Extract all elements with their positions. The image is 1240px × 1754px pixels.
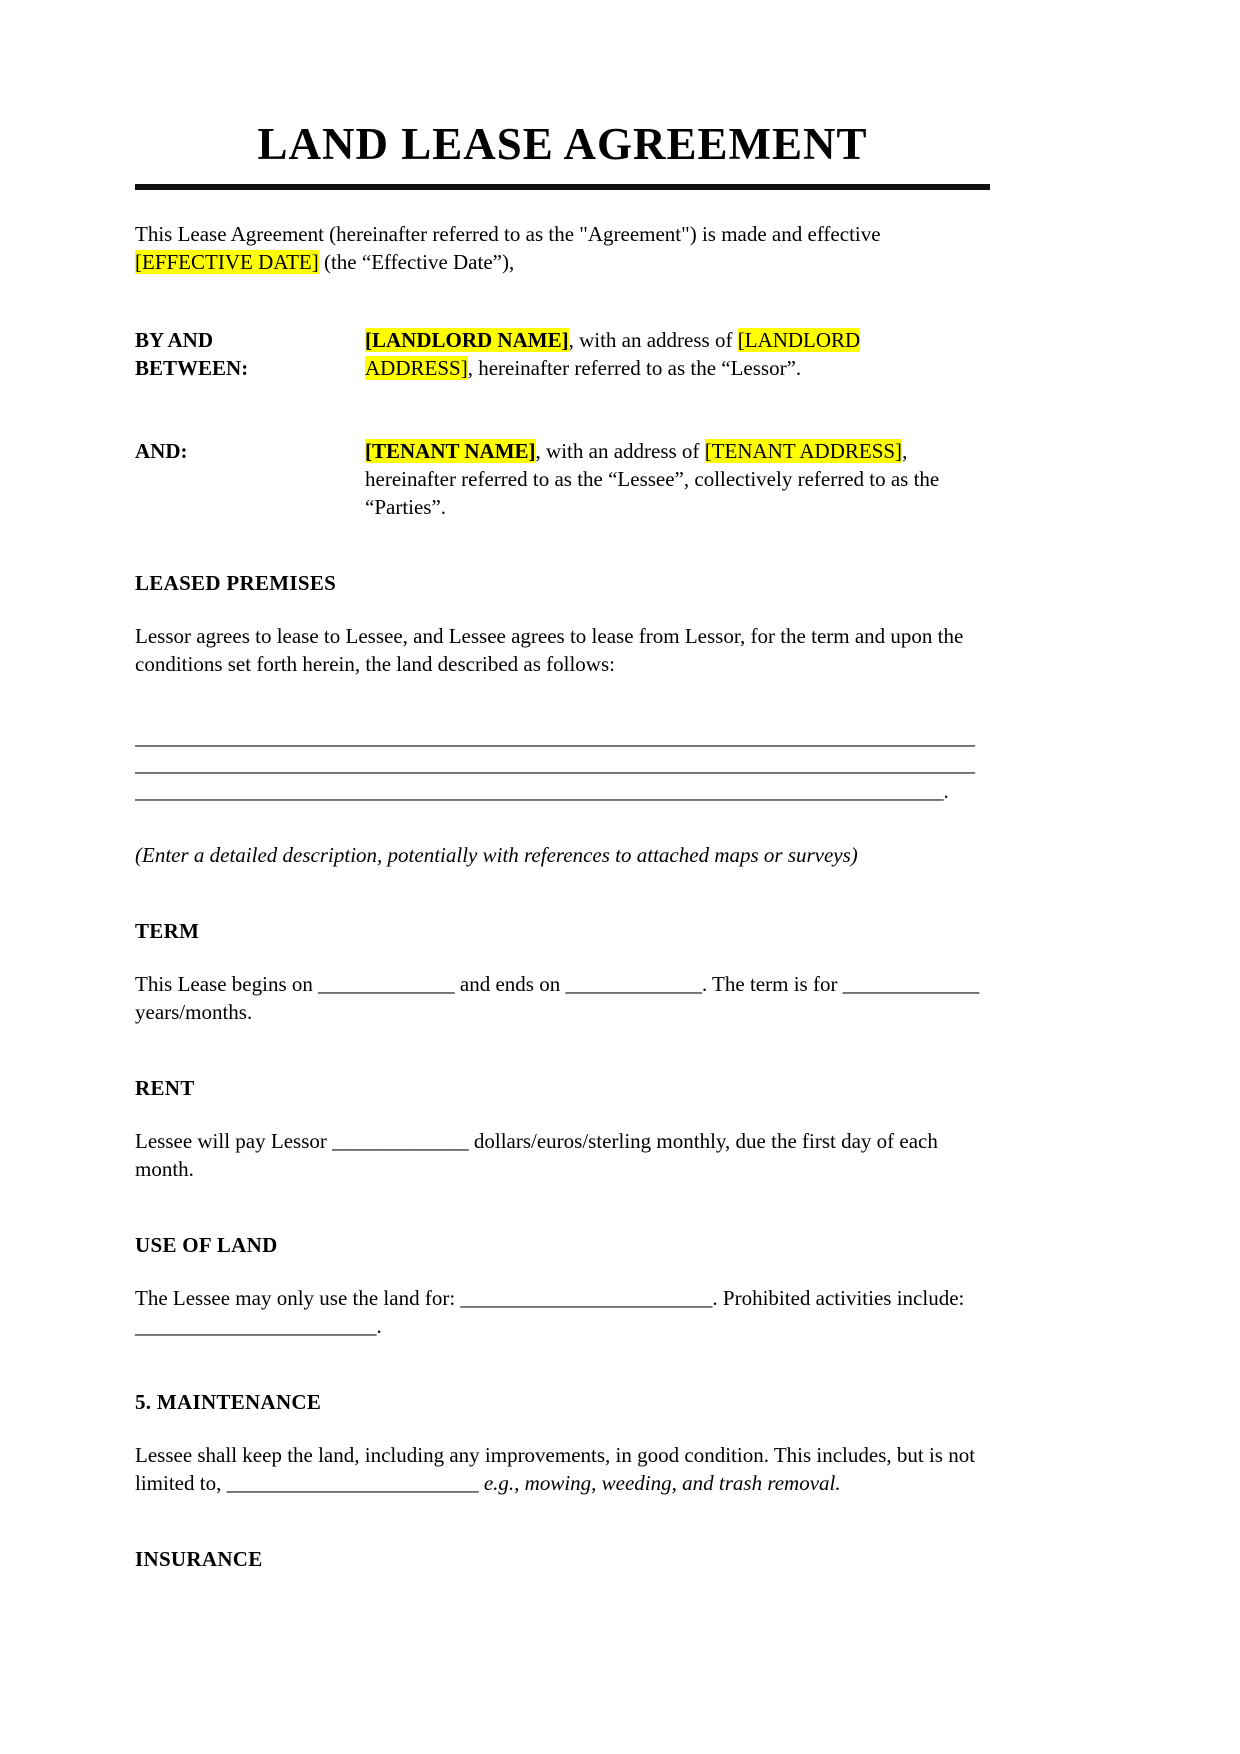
heading-term: TERM [135,919,200,943]
landlord-clause: [LANDLORD NAME], with an address of [LANDLORD ADDRESS], hereinafter referred to as the “Lessor”. [365,328,861,380]
land-description-blanks [135,724,990,805]
heading-maintenance: 5. MAINTENANCE [135,1390,322,1414]
party-row-tenant [135,437,990,521]
heading-rent: RENT [135,1076,195,1100]
title-divider [135,184,990,190]
document-title: LAND LEASE AGREEMENT [257,119,868,169]
heading-use-of-land: USE OF LAND [135,1233,278,1257]
blank-line-2: ________________________________________________________________________________ [135,752,975,776]
intro-paragraph: This Lease Agreement (hereinafter referred to as the "Agreement") is made and effective [EFFECTIVE DATE] (the “Effective Date”), [135,222,881,274]
rent-paragraph: Lessee will pay Lessor _____________ dollars/euros/sterling monthly, due the first day of each month. [135,1129,938,1181]
heading-insurance: INSURANCE [135,1547,263,1571]
use-of-land-paragraph: The Lessee may only use the land for: ________________________. Prohibited activities include: _______________________. [135,1286,965,1338]
term-paragraph: This Lease begins on _____________ and ends on _____________. The term is for _____________ years/months. [135,972,980,1024]
by-and-between-label: BY AND BETWEEN: [135,328,249,380]
leased-premises-paragraph: Lessor agrees to lease to Lessee, and Lessee agrees to lease from Lessor, for the term and upon the conditions set forth herein, the land described as follows: [135,624,964,676]
blank-line-3: _____________________________________________________________________________. [135,779,949,803]
description-instructions-note: (Enter a detailed description, potentially with references to attached maps or surveys) [135,843,858,867]
party-row-landlord [135,326,990,382]
maintenance-paragraph: Lessee shall keep the land, including any improvements, in good condition. This includes, but is not limited to, ________________________ e.g., mowing, weeding, and trash removal. [135,1443,976,1495]
heading-leased-premises: LEASED PREMISES [135,571,337,595]
tenant-clause: [TENANT NAME], with an address of [TENANT ADDRESS], hereinafter referred to as the “Lessee”, collectively referred to as the “Parties”. [365,439,940,519]
and-label: AND: [135,439,188,463]
blank-line-1: ________________________________________________________________________________ [135,725,975,749]
